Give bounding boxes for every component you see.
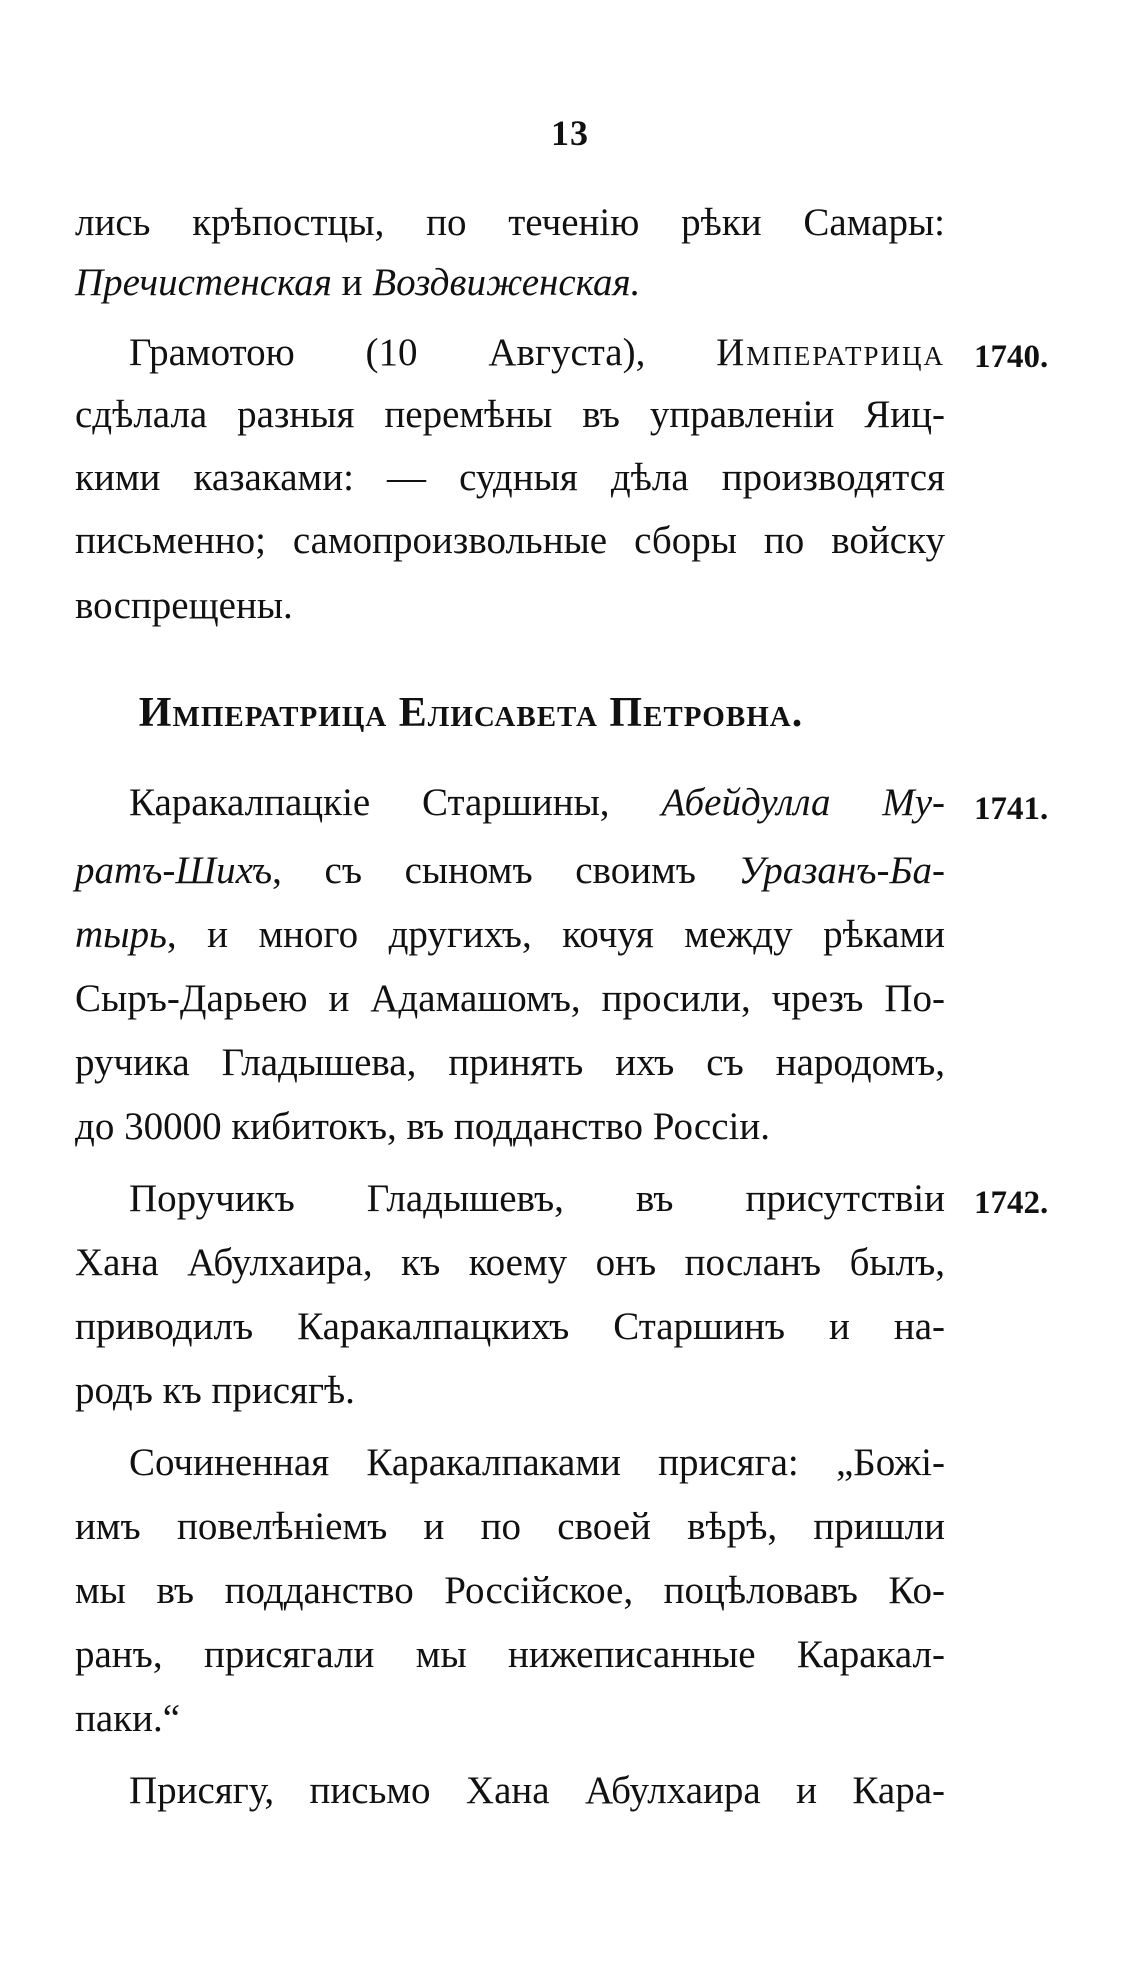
margin-year: 1740. xyxy=(974,339,1049,375)
text-line: приводилъ Каракалпацкихъ Старшинъ и на- xyxy=(75,1305,945,1348)
text-line: кими казаками: — судныя дѣла производятся xyxy=(75,456,945,499)
text-line: Присягу, письмо Хана Абулхаира и Кара- xyxy=(129,1769,945,1812)
text-line: Грамотою (10 Августа), Императрица xyxy=(129,331,945,374)
page-number: 13 xyxy=(551,113,589,153)
text-line: лись крѣпостцы, по теченію рѣки Самары: xyxy=(75,201,945,244)
text-line: мы въ подданство Россійское, поцѣловавъ Ко- xyxy=(75,1569,945,1612)
text-line: Пречистенская и Воздвиженская. xyxy=(75,261,641,304)
section-heading: Императрица Елисавета Петровна. xyxy=(138,690,804,736)
text-line: до 30000 кибитокъ, въ подданство Россіи. xyxy=(75,1105,771,1148)
text-line: ратъ-Шихъ, съ сыномъ своимъ Уразанъ-Ба- xyxy=(75,849,945,892)
text-line: сдѣлала разныя перемѣны въ управленіи Яиц- xyxy=(75,393,945,436)
text-line: воспрещены. xyxy=(75,584,293,627)
person-name: Абейдулла Му- xyxy=(661,781,945,824)
text-line: паки.“ xyxy=(75,1697,181,1740)
place-name: Воздвиженская. xyxy=(372,261,641,304)
title-name: Императрица xyxy=(716,331,945,374)
text-line: Хана Абулхаира, къ коему онъ посланъ былъ, xyxy=(75,1241,945,1284)
person-name: Уразанъ-Ба- xyxy=(738,849,945,892)
text-line: Сочиненная Каракалпаками присяга: „Божі- xyxy=(129,1441,945,1484)
margin-year: 1742. xyxy=(974,1185,1049,1221)
text-line: Каракалпацкіе Старшины, Абейдулла Му- xyxy=(129,781,945,824)
text-line: тырь, и много другихъ, кочуя между рѣками xyxy=(75,913,945,956)
text-line: ранъ, присягали мы нижеписанные Каракал- xyxy=(75,1633,945,1676)
text-line: Поручикъ Гладышевъ, въ присутствіи xyxy=(129,1177,945,1220)
text-line: ручика Гладышева, принять ихъ съ народомъ, xyxy=(75,1041,945,1084)
text-line: родъ къ присягѣ. xyxy=(75,1369,355,1412)
margin-year: 1741. xyxy=(974,791,1049,827)
text-line: имъ повелѣніемъ и по своей вѣрѣ, пришли xyxy=(75,1505,945,1548)
text-line: письменно; самопроизвольные сборы по войску xyxy=(75,519,945,562)
person-name: ратъ-Шихъ xyxy=(75,849,273,892)
person-name: тырь xyxy=(75,913,167,956)
place-name: Пречистенская xyxy=(75,261,332,304)
text-line: Сыръ-Дарьею и Адамашомъ, просили, чрезъ По- xyxy=(75,977,945,1020)
